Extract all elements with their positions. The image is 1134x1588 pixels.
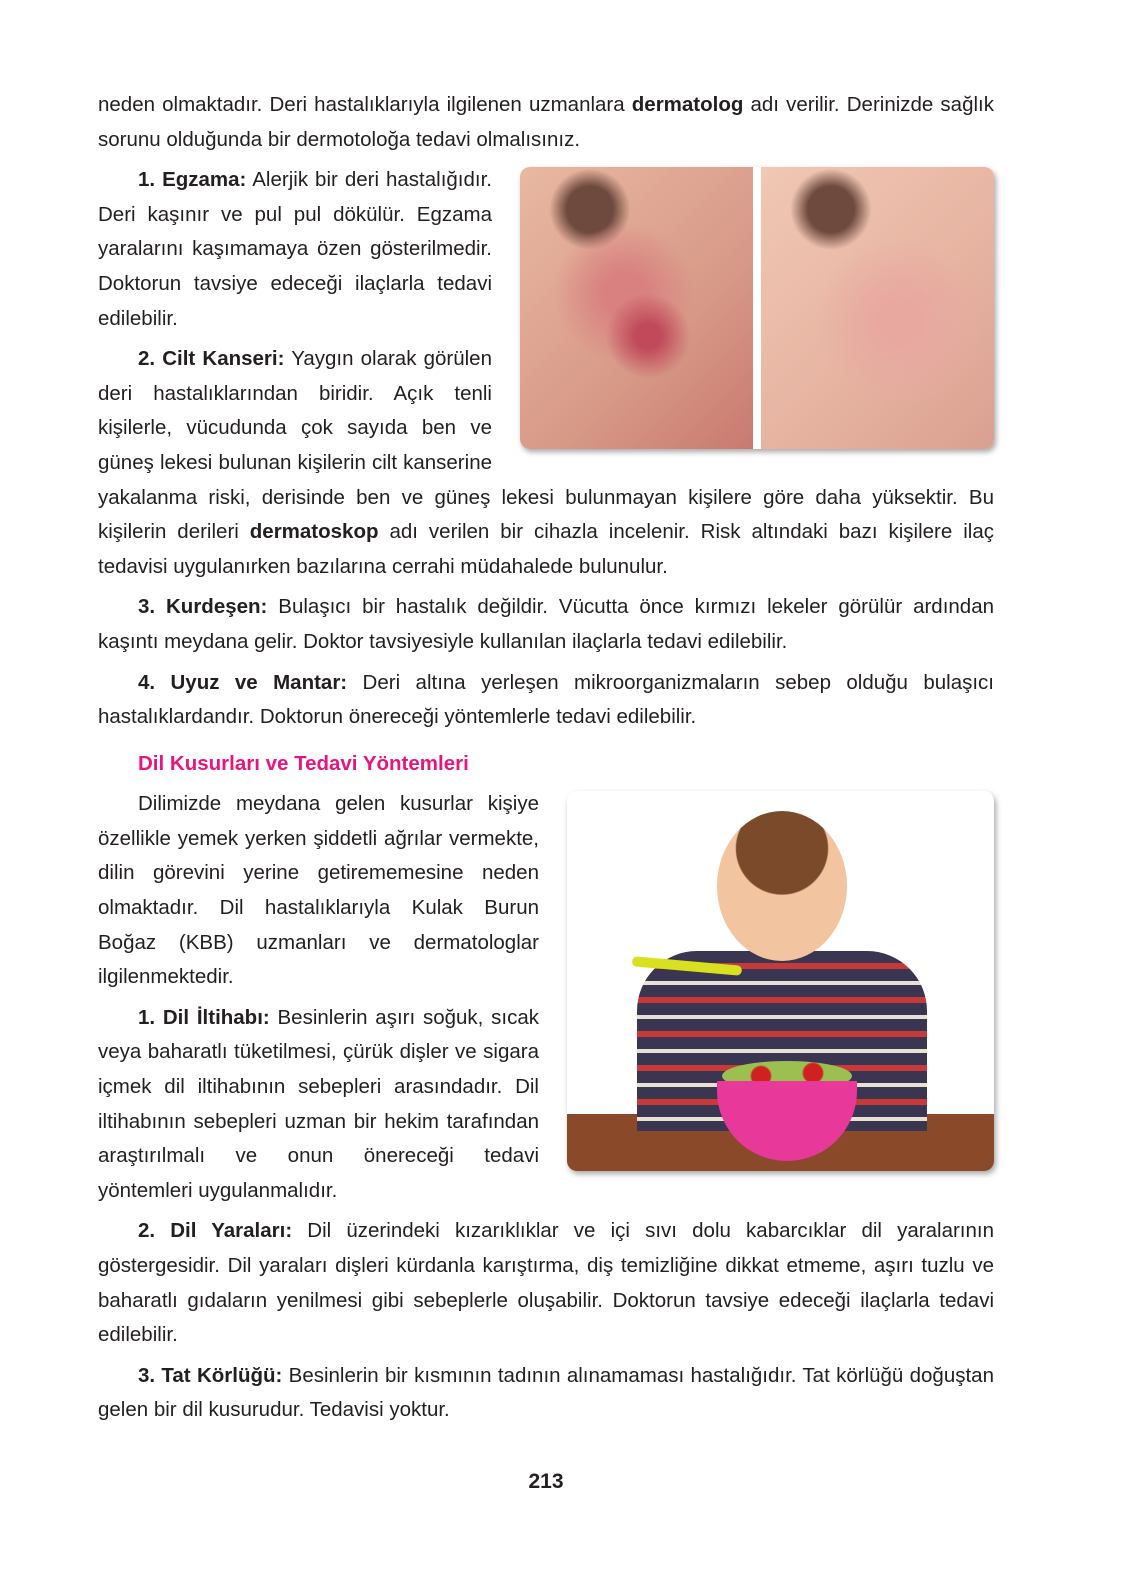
label: 1. Egzama: [138, 168, 247, 192]
text: Bulaşıcı bir hastalık değildir. Vücutta önce kırmızı lekeler görülür ardından kaşıntı meydana gelir. Doktor tavsiyesiyle kullanılan ilaçlarla tedavi edilebilir. [98, 595, 995, 653]
label: 2. Cilt Kanseri: [138, 347, 285, 371]
bowl [717, 1081, 857, 1161]
intro-paragraph [98, 88, 994, 157]
text: Yaygın olarak görülen deri hastalıklarından biridir. Açık tenli kişilerle, vücudunda çok sayıda ben ve güneş lekesi bulunan kişilerin cilt kanserine yakalanma riski, derisinde ben ve güneş lekesi bulunmayan kişilere göre daha yüksektir. Bu kişilerin derileri [98, 347, 994, 544]
text: Besinlerin bir kısmının tadının alınamaması hastalığıdır. Tat körlüğü doğuştan gelen bir dil kusurudur. Tedavisi yoktur. [98, 1363, 994, 1422]
page-content [98, 88, 994, 1434]
term-dermatolog: dermatolog [631, 93, 744, 116]
text: neden olmaktadır. Deri hastalıklarıyla ilgilenen uzmanlara [98, 93, 632, 116]
section-heading: Dil Kusurları ve Tedavi Yöntemleri [138, 751, 469, 775]
text: adı verilir. Derinizde sağlık sorunu olduğunda bir dermotoloğa tedavi olmalısınız. [98, 93, 994, 151]
text: Deri altına yerleşen mikroorganizmaların sebep olduğu bulaşıcı hastalıklardandır. Doktorun önereceği yöntemlerle tedavi edilebilir. [98, 670, 994, 729]
face-before-image [520, 167, 753, 449]
uyuz-paragraph [98, 666, 994, 735]
label: 3. Kurdeşen: [138, 595, 268, 619]
kurdesen-paragraph [98, 590, 994, 659]
text: Alerjik bir deri hastalığıdır. Deri kaşınır ve pul pul dökülür. Egzama yaralarını kaşımamaya özen gösterilmedir. Doktorun tavsiye edeceği ilaçlarla tedavi edilebilir. [98, 168, 492, 330]
dil-yaralari-paragraph [98, 1214, 994, 1352]
child-eating-salad-photo [567, 791, 994, 1171]
tongue-intro-paragraph: Dilimizde meydana gelen kusurlar kişiye özellikle yemek yerken şiddetli ağrılar vermekte, dilin görevini yerine getirememesine neden olmaktadır. Dil hastalıklarıyla Kulak Burun Boğaz (KBB) uzmanları ve dermatologlar ilgilenmektedir. [98, 792, 539, 989]
text: adı verilen bir cihazla incelenir. Risk altındaki bazı kişilere ilaç tedavisi uygulanırken bazılarına cerrahi müdahalede bulunulur. [98, 520, 994, 578]
label: 4. Uyuz ve Mantar: [138, 670, 348, 694]
label: 2. Dil Yaraları: [138, 1219, 293, 1243]
tat-korlugu-paragraph [98, 1359, 994, 1428]
face-after-image [761, 167, 994, 449]
label: 3. Tat Körlüğü: [138, 1363, 283, 1387]
text: Dil üzerindeki kızarıklıklar ve içi sıvı dolu kabarcıklar dil yaralarının göstergesidir. Dil yaraları dişleri kürdanla karıştırma, diş temizliğine dikkat etmeme, aşırı tuzlu ve baharatlı gıdaların yenilmesi gibi sebeplerle oluşabilir. Doktorun tavsiye edeceği ilaçlarla tedavi edilebilir. [98, 1219, 994, 1347]
child-head [717, 811, 847, 961]
text: Besinlerin aşırı soğuk, sıcak veya baharatlı tüketilmesi, çürük dişler ve sigara içmek dil iltihabının sebepleri arasındadır. Dil iltihabının sebepleri uzman bir hekim tarafından araştırılmalı ve onun önereceği tedavi yöntemleri uygulanmalıdır. [98, 1005, 539, 1202]
page-number: 213 [528, 1470, 564, 1493]
label: 1. Dil İltihabı: [138, 1005, 270, 1029]
term-dermatoskop: dermatoskop [249, 520, 379, 544]
acne-before-after-photo [520, 167, 994, 449]
